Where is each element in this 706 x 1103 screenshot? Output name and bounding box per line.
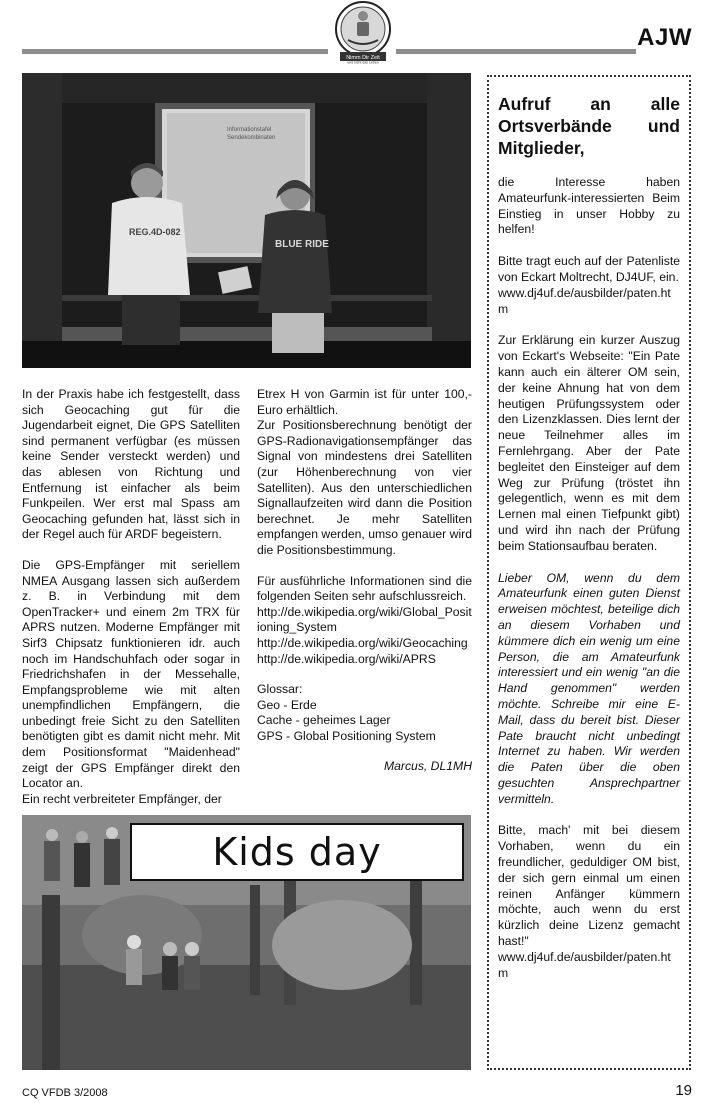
article-column-1 xyxy=(22,387,240,822)
sidebar-paragraph-2: Zur Erklärung ein kurzer Auszug von Eckart's Webseite: "Ein Pate kann auch ein älterer OM sein, der keine Ahnung hat von dem heutigen Prüfungssystem oder den Lizenzklassen. Dies lernt der neue Teilnehmer alles im Fernlehrgang. Aber der Pate begleitet den Einsteiger auf dem Weg zur Prüfung (tröstet ihn gelegentlich, wenn es mit dem Lernen mal einen Tiefpunkt gibt) und wird ihn nach der Prüfung beim Stationsaufbau beraten. xyxy=(498,333,680,553)
col2-paragraph-1: Etrex H von Garmin ist für unter 100,- Euro erhältlich. xyxy=(257,387,472,417)
col1-paragraph-2: Die GPS-Empfänger mit seriellem NMEA Ausgang lassen sich außerdem z. B. in Verbindung mit dem OpenTracker+ und einem 2m TRX für APRS nutzen. Moderne Empfänger mit Sirf3 Chipsatz funktionieren idr. auch noch im Handschuhfach oder sogar in Friedrichshafen in der Messehalle, Empfangsprobleme wie mit alten unempfindlichen Empfängern, die unbedingt freie Sicht zu den Satelliten benötigten gibt es damit nicht mehr. Mit dem Positionsformat "Maidenhead" zeigt der GPS Empfänger direkt den Locator an. xyxy=(22,557,240,791)
sidebar-paragraph-1: Bitte tragt euch auf der Patenliste von Eckart Moltrecht, DJ4UF, ein. xyxy=(498,254,680,284)
header-rule-right xyxy=(396,49,636,54)
article-column-2 xyxy=(257,387,472,775)
footer-issue: CQ VFDB 3/2008 xyxy=(22,1087,108,1099)
ajw-logo-badge xyxy=(334,0,392,64)
link-wikipedia-gps[interactable]: http://de.wikipedia.org/wiki/Global_Positioning_System xyxy=(257,604,472,635)
header-rule-left xyxy=(22,49,328,54)
col2-paragraph-2: Zur Positionsberechnung benötigt der GPS-Radionavigationsempfänger das Signal von mindestens drei Satelliten (zur Höhenberechnung von vier Satelliten). Aus den unterschiedlichen Signallaufzeiten wird dann die Position berechnet. Je mehr Satelliten empfangen werden, umso genauer wird die Positionsbestimmung. xyxy=(257,418,472,557)
section-tag: AJW xyxy=(637,24,692,51)
col2-paragraph-3: Für ausführliche Informationen sind die folgenden Seiten sehr aufschlussreich. xyxy=(257,573,472,604)
kids-day-caption: Kids day xyxy=(130,823,464,881)
shirt-text-left: REG.4D-082 xyxy=(129,227,181,237)
sidebar-call-to-action xyxy=(487,75,691,1070)
sidebar-paragraph-3: Lieber OM, wenn du dem Amateurfunk einen guten Dienst erweisen möchtest, beteilige dich an diesem Vorhaben und kümmere dich ein wenig um eine Person, die am Amateurfunk interessiert und ein wenig "an die Hand genommen" werden möchte. Schreibe mir eine E-Mail, dass du bereit bist. Dieser Pate braucht nicht unbedingt Internet zu haben. Wir werden die Paten über die oben gesuchten Ansprechpartner vermitteln. xyxy=(498,570,680,806)
photo-kids-at-info-board xyxy=(22,73,471,368)
photo-kids-day xyxy=(22,815,471,1070)
sidebar-title: Aufruf an alle Ortsverbände und Mitglieder, xyxy=(498,94,680,158)
author-signature: Marcus, DL1MH xyxy=(383,759,472,774)
link-wikipedia-aprs[interactable]: http://de.wikipedia.org/wiki/APRS xyxy=(257,651,436,666)
col1-paragraph-3: Ein recht verbreiteter Empfänger, der xyxy=(22,791,222,806)
badge-caption-text: und nicht das Leben xyxy=(347,60,379,64)
badge-banner-text: Nimm Dir Zeit xyxy=(346,55,380,61)
board-text-1: Informationstafel xyxy=(227,127,272,133)
sidebar-paragraph-4: Bitte, mach' mit bei diesem Vorhaben, wenn du ein freundlicher, geduldiger OM bist, der sich gern einmal um einen reinen Anfänger kümmern möchte, auch wenn du erst kürzlich deine Lizenz gemacht hast!" xyxy=(498,823,680,949)
sidebar-subtitle: die Interesse haben Amateurfunk-interessierten Beim Einstieg in unser Hobby zu helfen! xyxy=(498,175,680,237)
shirt-text-right: BLUE RIDE xyxy=(275,239,329,250)
glossary-item: Geo - Erde xyxy=(257,697,317,712)
link-wikipedia-geocaching[interactable]: http://de.wikipedia.org/wiki/Geocaching xyxy=(257,635,468,650)
board-text-2: Sendekombinaten xyxy=(227,135,276,141)
glossary-item: GPS - Global Positioning System xyxy=(257,728,436,743)
glossary-title: Glossar: xyxy=(257,682,303,697)
page-number: 19 xyxy=(675,1082,692,1099)
sidebar-link-1[interactable]: www.dj4uf.de/ausbilder/paten.htm xyxy=(498,285,671,316)
col1-paragraph-1: In der Praxis habe ich festgestellt, dass sich Geocaching gut für die Jugendarbeit eignet, Die GPS Satelliten sind permanent verfügbar (es müssen keine Sender versteckt werden) und das ablesen von Richtung und Entfernung ist einfacher als beim Funkpeilen. Wer erst mal Spass am Geocaching gefunden hat, lässt sich in der Regel auch für ARDF begeistern. xyxy=(22,387,240,542)
sidebar-link-2[interactable]: www.dj4uf.de/ausbilder/paten.htm xyxy=(498,949,671,980)
glossary-item: Cache - geheimes Lager xyxy=(257,713,391,728)
